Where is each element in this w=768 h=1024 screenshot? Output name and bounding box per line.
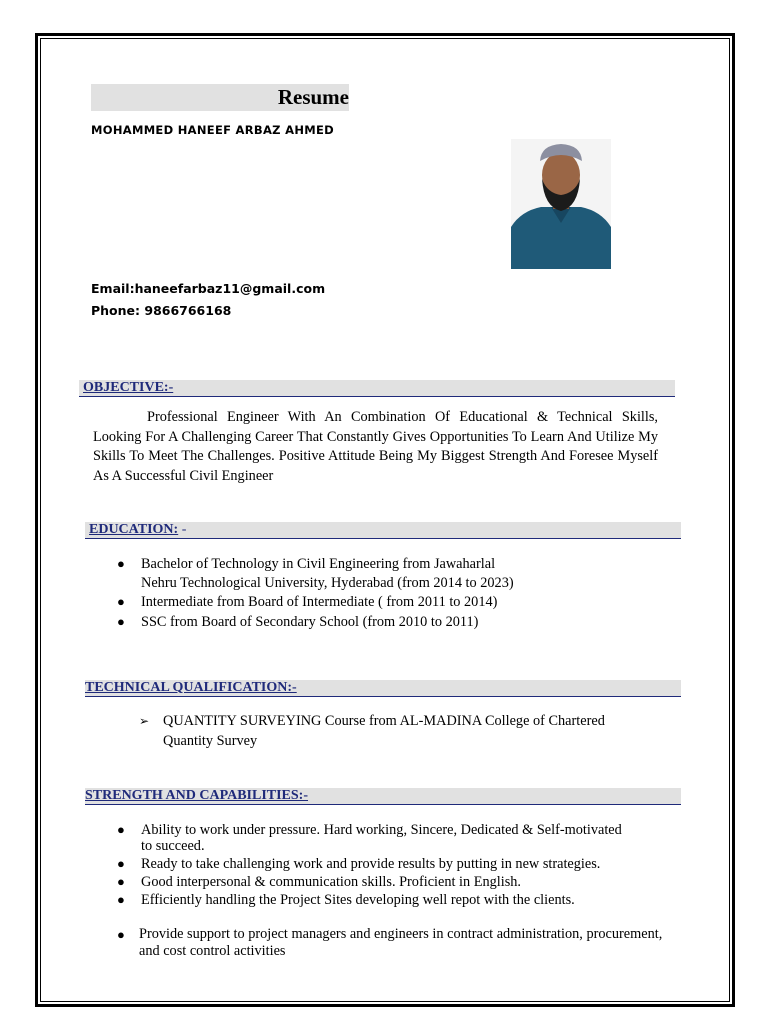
bullet-dot-icon: ● xyxy=(117,856,125,871)
strengths-heading xyxy=(85,788,681,805)
objective-heading xyxy=(79,380,675,397)
list-item: ● Provide support to project managers and engineers in contract administration, procurement, xyxy=(117,926,663,942)
bullet-dot-icon: ● xyxy=(117,892,125,907)
bullet-dot-icon: ● xyxy=(117,594,125,609)
phone-text: Phone: 9866766168 xyxy=(91,303,232,318)
strengths-list xyxy=(117,822,717,960)
education-heading-text: EDUCATION: xyxy=(89,522,179,537)
objective-text: Professional Engineer With An Combination Of Educational & Technical Skills, Looking For A Challenging Career That Constantly Gives Opportunities To Learn And Utilize My Skills To Meet The Challenges. Positive Attitude Being My Biggest Strength And Foresee Myself As A Successful Civil Engineer xyxy=(93,409,658,484)
objective-heading-text: OBJECTIVE:- xyxy=(83,380,174,395)
bullet-dot-icon: ● xyxy=(117,927,125,942)
technical-heading-text: TECHNICAL QUALIFICATION:- xyxy=(85,680,297,695)
arrow-bullet-icon: ➢ xyxy=(139,714,150,728)
list-item: ● Good interpersonal & communication skills. Proficient in English. xyxy=(117,874,522,890)
profile-photo xyxy=(511,139,611,269)
education-heading xyxy=(85,522,681,539)
list-item: to succeed. xyxy=(141,838,205,854)
education-list xyxy=(117,555,677,631)
list-item: ● Bachelor of Technology in Civil Engineering from Jawaharlal xyxy=(117,556,496,572)
list-item: ● Ready to take challenging work and provide results by putting in new strategies. xyxy=(117,856,601,872)
email-text: Email:haneefarbaz11@gmail.com xyxy=(91,281,326,296)
list-item: ● Ability to work under pressure. Hard working, Sincere, Dedicated & Self-motivated xyxy=(117,822,622,838)
education-heading-suffix: - xyxy=(178,522,187,537)
technical-heading xyxy=(85,680,681,697)
bullet-dot-icon: ● xyxy=(117,613,125,629)
bullet-dot-icon: ● xyxy=(117,556,125,571)
list-item: ● Efficiently handling the Project Sites developing well repot with the clients. xyxy=(117,892,575,908)
bullet-dot-icon: ● xyxy=(117,874,125,889)
list-item: and cost control activities xyxy=(139,943,286,959)
list-item: Nehru Technological University, Hyderabad (from 2014 to 2023) xyxy=(141,574,514,591)
technical-list xyxy=(139,711,679,751)
candidate-name: MOHAMMED HANEEF ARBAZ AHMED xyxy=(91,123,334,137)
resume-title: Resume xyxy=(277,85,349,109)
title-band xyxy=(91,84,349,111)
list-item: ● Intermediate from Board of Intermediate ( from 2011 to 2014) xyxy=(117,594,498,610)
list-item: ● SSC from Board of Secondary School (from 2010 to 2011) xyxy=(117,613,479,630)
bullet-dot-icon: ● xyxy=(117,822,125,837)
list-item: ➢ QUANTITY SURVEYING Course from AL-MADINA College of Chartered xyxy=(139,713,605,729)
strengths-heading-text: STRENGTH AND CAPABILITIES:- xyxy=(85,788,309,803)
list-item: Quantity Survey xyxy=(163,733,258,749)
